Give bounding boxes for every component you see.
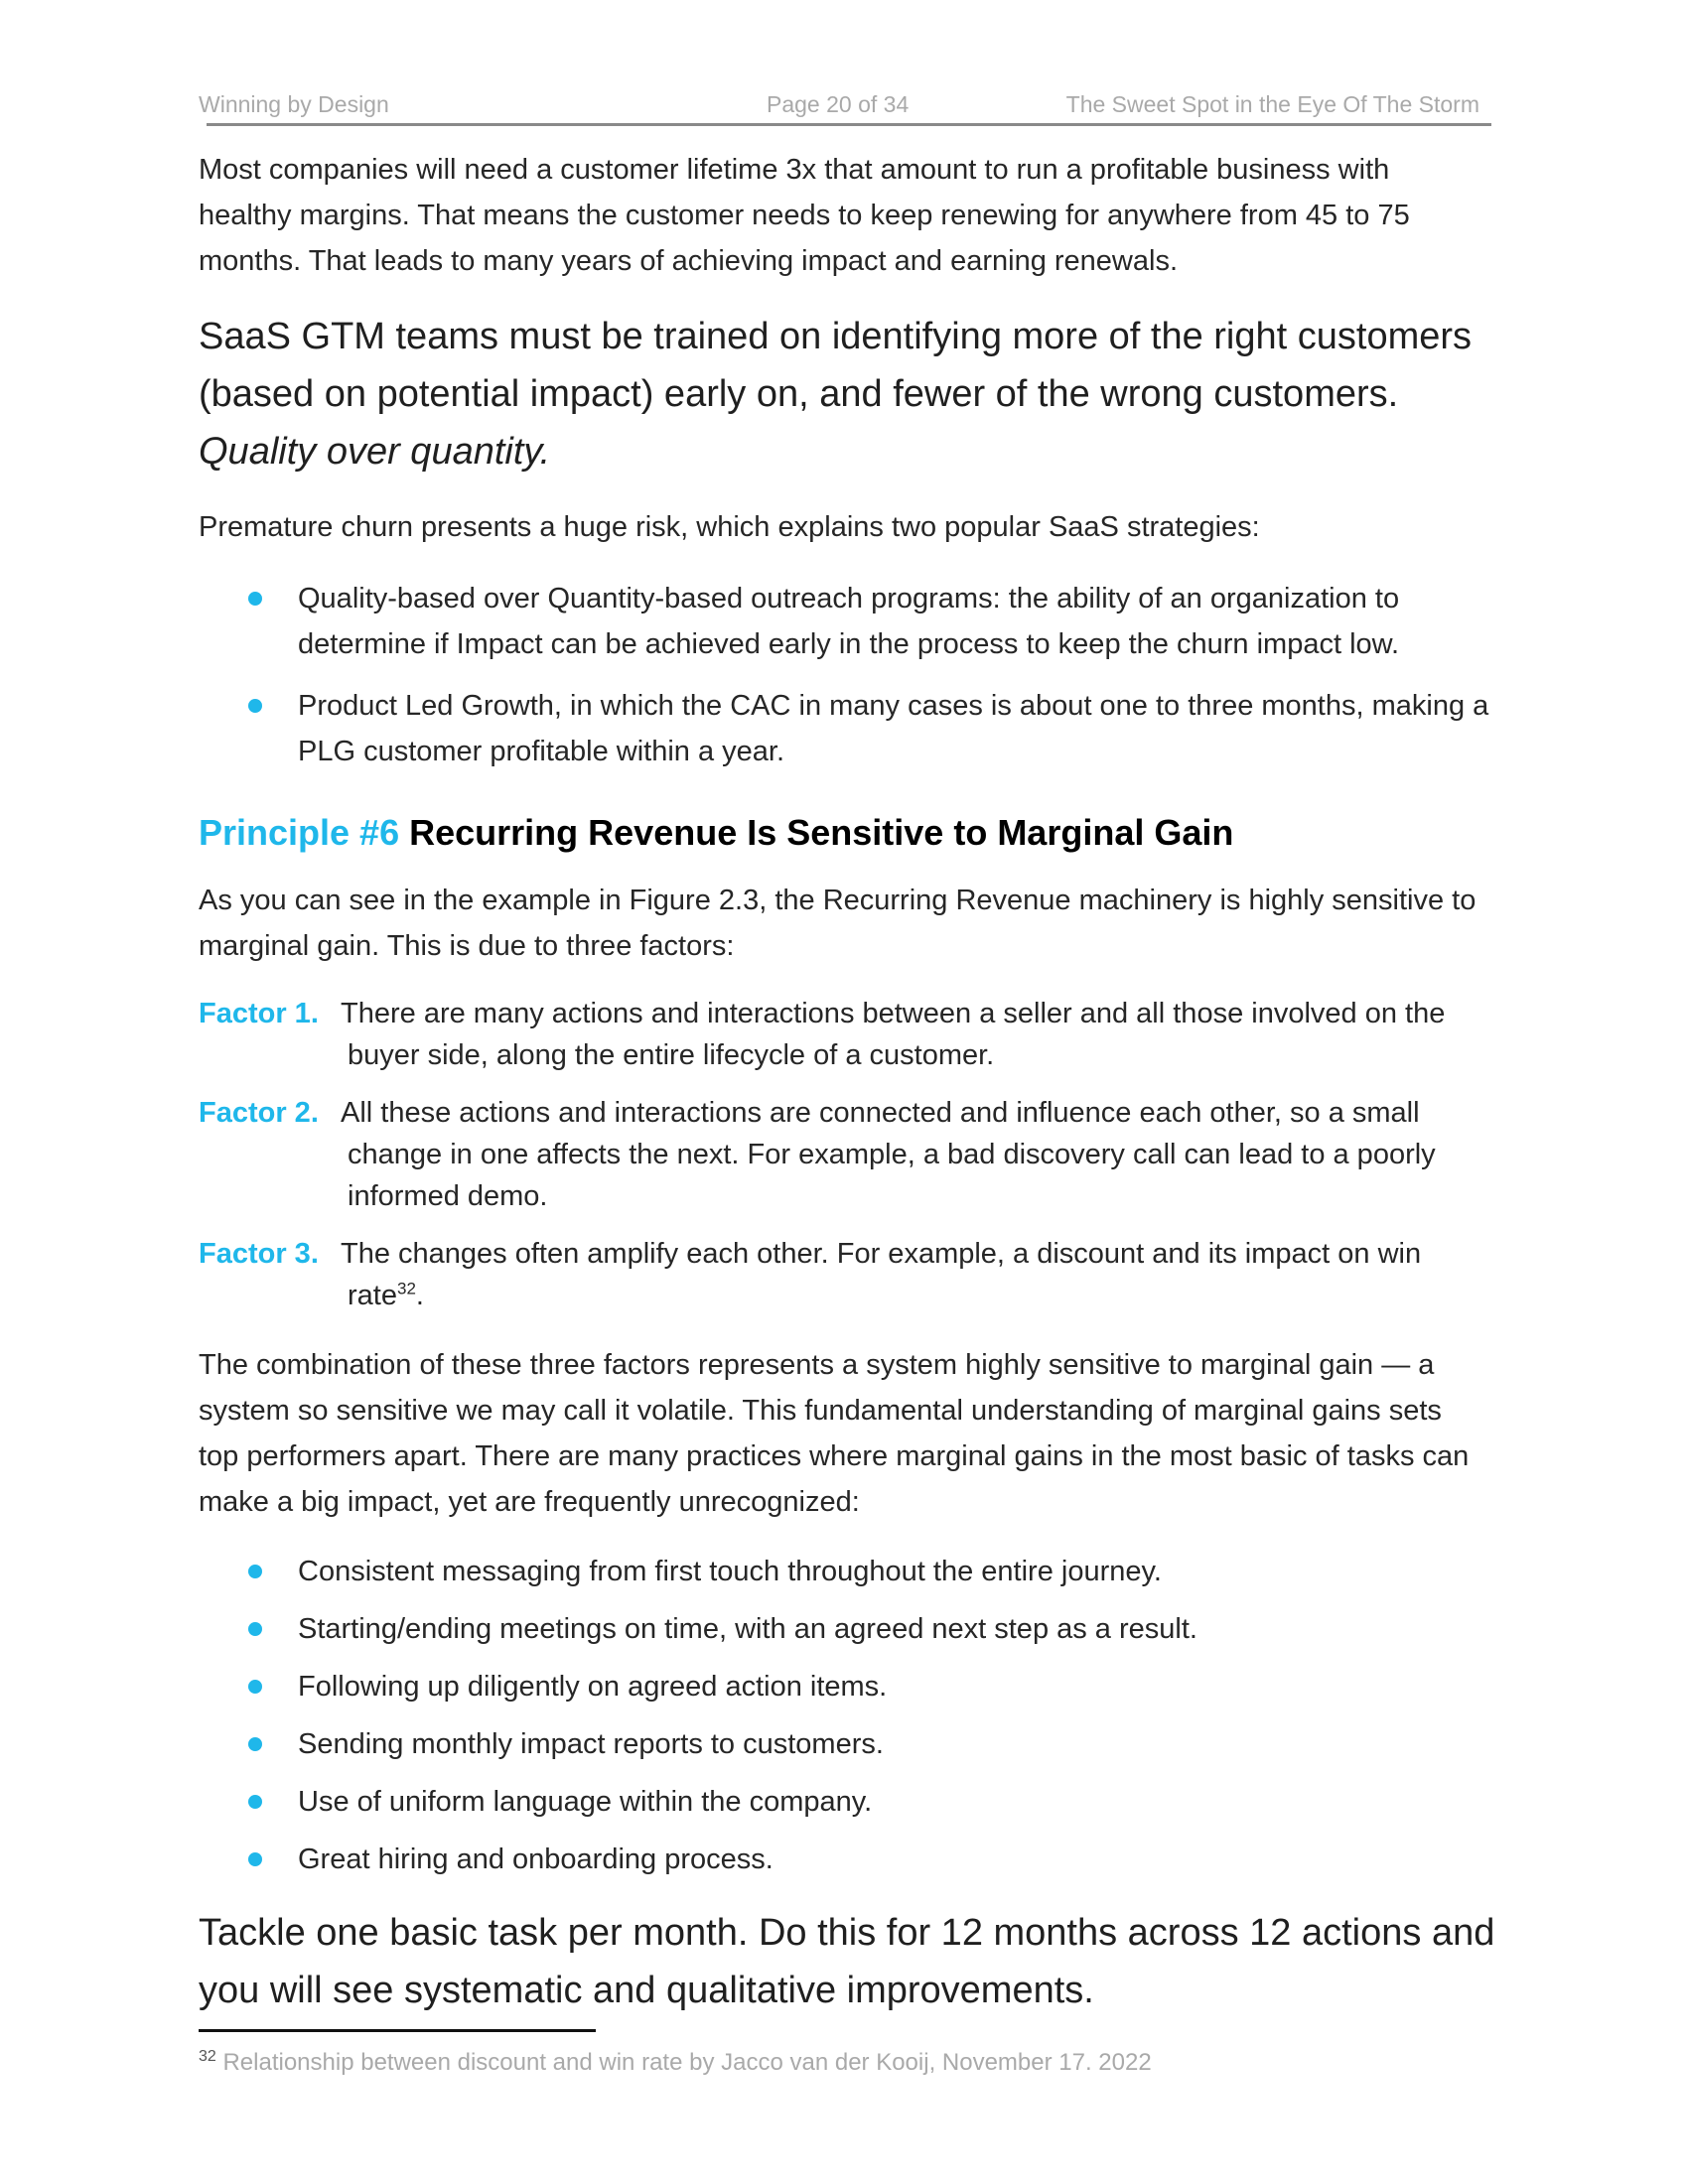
factor-text: There are many actions and interactions between a seller and all those involved on the buyer side, along the entire lifecycle of a customer.: [341, 998, 1446, 1071]
bullet-icon: [248, 1565, 262, 1578]
factor-item: [199, 1092, 1489, 1217]
bullet-icon: [248, 1795, 262, 1809]
factor-label: Factor 3.: [199, 1238, 319, 1270]
list-item: [199, 1549, 1489, 1594]
footnote-number: 32: [199, 2048, 216, 2065]
section-heading: [199, 810, 1489, 856]
bullet-icon: [248, 1737, 262, 1751]
factor-label: Factor 2.: [199, 1097, 319, 1129]
factor-text: The changes often amplify each other. For example, a discount and its impact on win rate: [341, 1238, 1422, 1311]
pull-quote-2: Tackle one basic task per month. Do this for 12 months across 12 actions and you will see systematic and qualitative improvements.: [199, 1912, 1495, 2011]
footnote-divider: [199, 2029, 596, 2032]
factor-text-wrapper: [341, 1233, 1489, 1316]
list-item-text: Use of uniform language within the company.: [298, 1786, 873, 1818]
list-item: [199, 683, 1489, 774]
list-item-text: Sending monthly impact reports to customers.: [298, 1728, 884, 1760]
factor-text-suffix: .: [415, 1280, 424, 1311]
factor-label: Factor 1.: [199, 998, 319, 1029]
pull-quote-1-text: SaaS GTM teams must be trained on identifying more of the right customers (based on potential impact) early on, and fewer of the wrong customers.: [199, 316, 1473, 415]
running-header: [199, 87, 1489, 127]
principle-intro-paragraph: As you can see in the example in Figure 2.3, the Recurring Revenue machinery is highly sensitive to marginal gain. This is due to three factors:: [199, 885, 1477, 962]
factors-list: [199, 993, 1489, 1332]
list-item-text: Following up diligently on agreed action items.: [298, 1671, 888, 1703]
header-right-title: The Sweet Spot in the Eye Of The Storm: [1065, 91, 1479, 117]
list-item: [199, 1721, 1489, 1767]
list-item: [199, 1779, 1489, 1825]
list-item-text: Great hiring and onboarding process.: [298, 1843, 774, 1875]
list-item: [199, 1664, 1489, 1709]
principle-label: Principle #6: [199, 812, 400, 853]
strategies-list: [199, 576, 1489, 790]
list-item: [199, 1837, 1489, 1882]
list-item-text: Consistent messaging from first touch throughout the entire journey.: [298, 1556, 1162, 1587]
list-item-text: Product Led Growth, in which the CAC in many cases is about one to three months, making a PLG customer profitable within a year.: [298, 690, 1489, 767]
pull-quote-1: [199, 308, 1509, 480]
page-number: Page 20 of 34: [767, 91, 910, 117]
list-item-text: Starting/ending meetings on time, with an agreed next step as a result.: [298, 1613, 1197, 1645]
intro-paragraph: Most companies will need a customer lifetime 3x that amount to run a profitable business with healthy margins. That means the customer needs to keep renewing for anywhere from 45 to 75 months. That leads to many years of achieving impact and earning renewals.: [199, 154, 1410, 277]
list-item-text: Quality-based over Quantity-based outreach programs: the ability of an organization to determine if Impact can be achieved early in the process to keep the churn impact low.: [298, 583, 1400, 660]
factor-item: [199, 993, 1489, 1076]
practices-list: [199, 1549, 1489, 1894]
header-left-title: Winning by Design: [199, 91, 389, 117]
footnote: [199, 2047, 1489, 2079]
header-divider: [207, 123, 1491, 126]
footnote-reference[interactable]: 32: [396, 1279, 416, 1298]
list-item: [199, 1606, 1489, 1652]
bullet-icon: [248, 1852, 262, 1866]
churn-intro-paragraph: Premature churn presents a huge risk, which explains two popular SaaS strategies:: [199, 511, 1260, 543]
combination-paragraph: The combination of these three factors represents a system highly sensitive to marginal gain — a system so sensitive we may call it volatile. This fundamental understanding of marginal gains sets top performers apart. There are many practices where marginal gains in the most basic of tasks can make a big impact, yet are frequently unrecognized:: [199, 1349, 1470, 1518]
principle-title: Recurring Revenue Is Sensitive to Marginal Gain: [409, 812, 1234, 853]
bullet-icon: [248, 592, 262, 606]
footnote-text: Relationship between discount and win rate by Jacco van der Kooij, November 17. 2022: [222, 2049, 1152, 2076]
factor-item: [199, 1233, 1489, 1316]
factor-text: All these actions and interactions are connected and influence each other, so a small change in one affects the next. For example, a bad discovery call can lead to a poorly informed demo.: [341, 1097, 1436, 1212]
pull-quote-1-emphasis: Quality over quantity.: [199, 431, 551, 473]
bullet-icon: [248, 1680, 262, 1694]
list-item: [199, 576, 1489, 667]
bullet-icon: [248, 1622, 262, 1636]
bullet-icon: [248, 699, 262, 713]
